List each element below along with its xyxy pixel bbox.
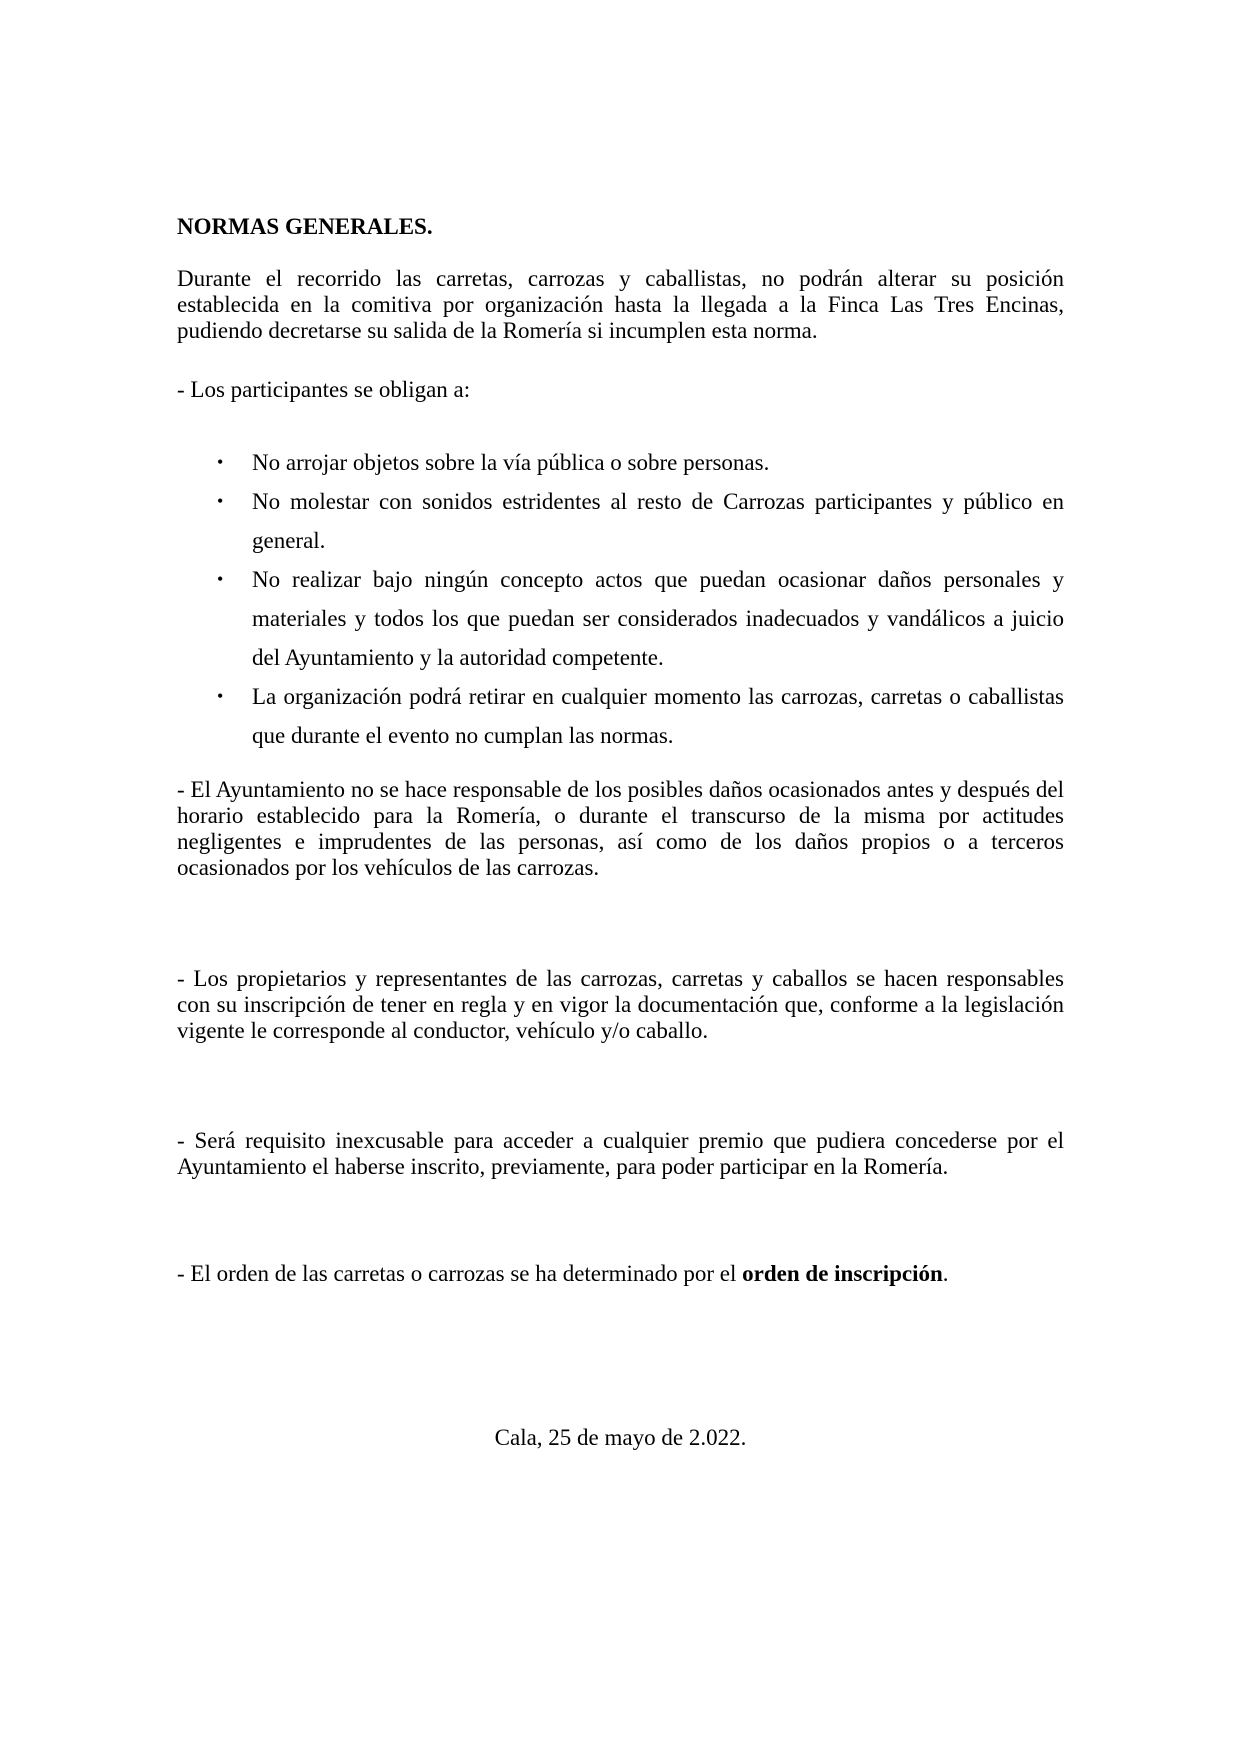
obligations-list [177,443,1064,755]
closing-date: Cala, 25 de mayo de 2.022. [494,1425,747,1450]
bullet-icon: • [217,452,224,472]
paragraph-participants-intro: - Los participantes se obligan a: [177,377,471,402]
list-item-text: La organización podrá retirar en cualquier momento las carrozas, carretas o caballistas que durante el evento no cumplan las normas. [252,684,1064,748]
document-title: NORMAS GENERALES. [177,214,433,239]
paragraph-order-emphasis: orden de inscripción [742,1261,943,1286]
bullet-icon: • [217,686,224,706]
paragraph-order [177,1261,1064,1287]
list-item [177,443,1064,482]
bullet-icon: • [217,569,224,589]
list-item-text: No arrojar objetos sobre la vía pública o sobre personas. [252,450,770,475]
paragraph-prize-requirement: - Será requisito inexcusable para acceder a cualquier premio que pudiera concederse por el Ayuntamiento el haberse inscrito, previamente, para poder participar en la Romería. [177,1128,1064,1179]
paragraph-liability: - El Ayuntamiento no se hace responsable de los posibles daños ocasionados antes y después del horario establecido para la Romería, o durante el transcurso de la misma por actitudes negligentes e imprudentes de las personas, así como de los daños propios o a terceros ocasionados por los vehículos de las carrozas. [177,777,1064,880]
list-item-text: No molestar con sonidos estridentes al resto de Carrozas participantes y público en general. [252,489,1064,553]
paragraph-owners-documentation: - Los propietarios y representantes de las carrozas, carretas y caballos se hacen responsables con su inscripción de tener en regla y en vigor la documentación que, conforme a la legislación vigente le corresponde al conductor, vehículo y/o caballo. [177,966,1064,1043]
list-item [177,482,1064,560]
document-page [177,0,1064,1755]
paragraph-order-prefix: - El orden de las carretas o carrozas se ha determinado por el [177,1261,743,1286]
paragraph-order-suffix: . [942,1261,949,1286]
paragraph-route-position: Durante el recorrido las carretas, carrozas y caballistas, no podrán alterar su posición establecida en la comitiva por organización hasta la llegada a la Finca Las Tres Encinas, pudiendo decretarse su salida de la Romería si incumplen esta norma. [177,266,1064,343]
list-item [177,560,1064,677]
list-item-text: No realizar bajo ningún concepto actos que puedan ocasionar daños personales y materiales y todos los que puedan ser considerados inadecuados y vandálicos a juicio del Ayuntamiento y la autoridad competente. [252,567,1064,670]
list-item [177,677,1064,755]
bullet-icon: • [217,491,224,511]
